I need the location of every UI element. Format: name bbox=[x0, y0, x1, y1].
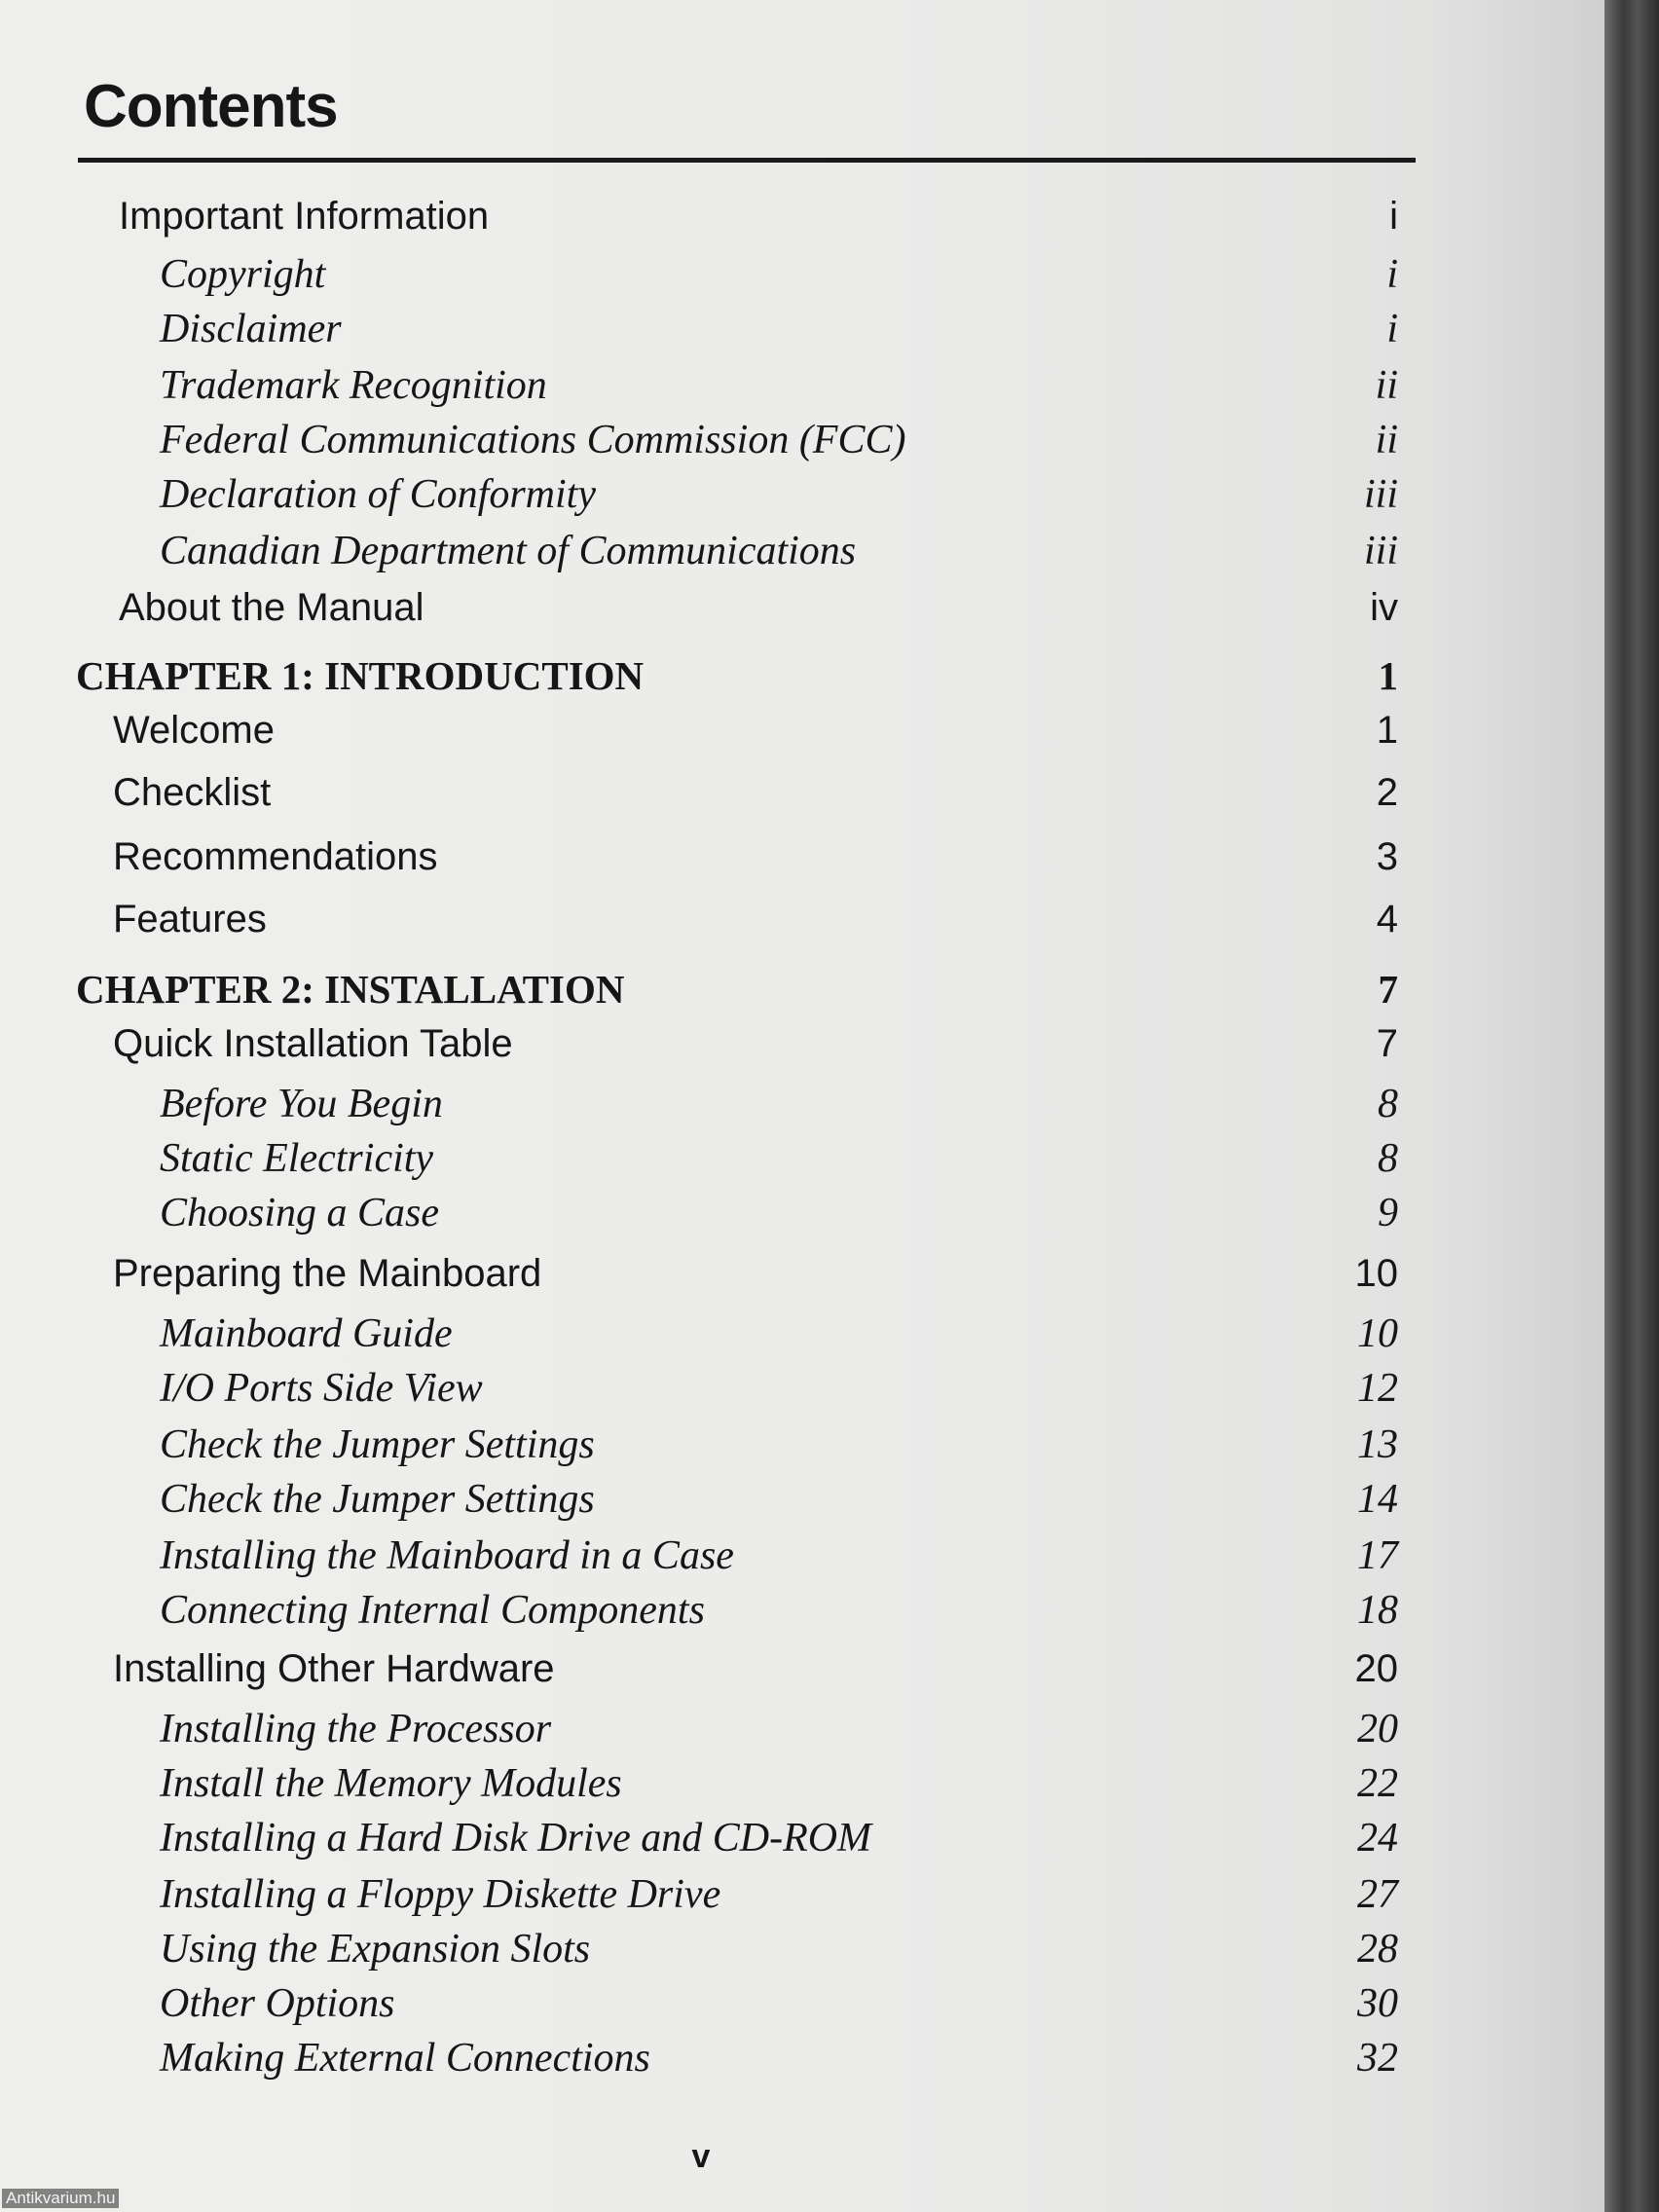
toc-entry-title: Trademark Recognition bbox=[160, 363, 547, 408]
book-edge bbox=[1604, 0, 1659, 2212]
toc-entry-page: 12 bbox=[1357, 1366, 1398, 1411]
page-title: Contents bbox=[84, 73, 338, 140]
toc-entry-title: Choosing a Case bbox=[160, 1191, 440, 1235]
toc-entry-page: 8 bbox=[1378, 1082, 1398, 1126]
toc-entry-page: 4 bbox=[1376, 898, 1398, 940]
toc-entry-title: Installing a Floppy Diskette Drive bbox=[160, 1872, 721, 1917]
page-number: v bbox=[691, 2138, 711, 2175]
toc-entry-title: About the Manual bbox=[119, 586, 424, 629]
toc-entry-page: i bbox=[1389, 195, 1398, 238]
toc-entry-title: Making External Connections bbox=[160, 2036, 650, 2081]
toc-entry-page: 10 bbox=[1357, 1311, 1398, 1356]
toc-entry-title: Install the Memory Modules bbox=[160, 1761, 622, 1806]
toc-entry-page: iii bbox=[1363, 529, 1398, 573]
toc-entry-title: CHAPTER 2: INSTALLATION bbox=[76, 967, 625, 1012]
toc-entry-page: 18 bbox=[1357, 1588, 1398, 1633]
title-rule bbox=[78, 158, 1416, 163]
toc-entry-title: Connecting Internal Components bbox=[160, 1588, 705, 1633]
toc-entry-page: 13 bbox=[1357, 1422, 1398, 1467]
toc-entry-page: iii bbox=[1363, 472, 1398, 517]
toc-entry-title: Recommendations bbox=[113, 835, 438, 878]
toc-entry-title: Features bbox=[113, 898, 267, 940]
toc-entry-page: 1 bbox=[1378, 653, 1398, 698]
toc-entry-page: i bbox=[1386, 307, 1398, 351]
toc-entry-title: Installing the Processor bbox=[160, 1707, 552, 1751]
toc-entry-page: 27 bbox=[1357, 1872, 1398, 1917]
toc-entry-page: iv bbox=[1370, 586, 1398, 629]
toc-entry-page: 1 bbox=[1376, 709, 1398, 752]
toc-entry-page: 22 bbox=[1357, 1761, 1398, 1806]
toc-entry-page: 2 bbox=[1376, 771, 1398, 814]
toc-entry-title: Federal Communications Commission (FCC) bbox=[160, 418, 906, 462]
toc-entry-page: 14 bbox=[1357, 1477, 1398, 1522]
toc-entry-page: 3 bbox=[1376, 835, 1398, 878]
toc-entry-page: 17 bbox=[1357, 1533, 1398, 1578]
toc-entry-page: 10 bbox=[1354, 1252, 1398, 1295]
toc-entry-page: 8 bbox=[1378, 1136, 1398, 1181]
toc-entry-title: Disclaimer bbox=[160, 307, 342, 351]
toc-entry-title: Welcome bbox=[113, 709, 275, 752]
toc-entry-title: Installing Other Hardware bbox=[113, 1647, 555, 1690]
toc-entry-page: 9 bbox=[1378, 1191, 1398, 1235]
toc-entry-title: Quick Installation Table bbox=[113, 1022, 513, 1065]
toc-entry-page: 7 bbox=[1376, 1022, 1398, 1065]
toc-entry-page: 20 bbox=[1357, 1707, 1398, 1751]
toc-entry-title: I/O Ports Side View bbox=[160, 1366, 483, 1411]
toc-entry-title: Important Information bbox=[119, 195, 490, 238]
toc-entry-page: 24 bbox=[1357, 1816, 1398, 1861]
toc-entry-page: 20 bbox=[1354, 1647, 1398, 1690]
toc-entry-title: Mainboard Guide bbox=[160, 1311, 453, 1356]
toc-entry-title: Copyright bbox=[160, 252, 326, 297]
toc-entry-title: Installing a Hard Disk Drive and CD-ROM bbox=[160, 1816, 872, 1861]
toc-entry-page: ii bbox=[1375, 418, 1398, 462]
toc-entry-title: Installing the Mainboard in a Case bbox=[160, 1533, 734, 1578]
toc-entry-title: Declaration of Conformity bbox=[160, 472, 596, 517]
toc-entry-title: Static Electricity bbox=[160, 1136, 434, 1181]
toc-entry-page: 30 bbox=[1357, 1981, 1398, 2026]
toc-entry-title: CHAPTER 1: INTRODUCTION bbox=[76, 653, 645, 698]
toc-entry-page: i bbox=[1386, 252, 1398, 297]
toc-entry-page: 32 bbox=[1357, 2036, 1398, 2081]
toc-entry-title: Using the Expansion Slots bbox=[160, 1927, 591, 1972]
toc-entry-page: 28 bbox=[1357, 1927, 1398, 1972]
toc-entry-title: Preparing the Mainboard bbox=[113, 1252, 542, 1295]
toc-entry-title: Check the Jumper Settings bbox=[160, 1477, 595, 1522]
toc-entry-page: ii bbox=[1375, 363, 1398, 408]
toc-entry-title: Canadian Department of Communications bbox=[160, 529, 857, 573]
toc-entry-page: 7 bbox=[1378, 967, 1398, 1012]
toc-entry-title: Before You Begin bbox=[160, 1082, 443, 1126]
toc-entry-title: Other Options bbox=[160, 1981, 395, 2026]
toc-entry-title: Checklist bbox=[113, 771, 272, 814]
toc-entry-title: Check the Jumper Settings bbox=[160, 1422, 595, 1467]
watermark: Antikvarium.hu bbox=[2, 2189, 119, 2208]
